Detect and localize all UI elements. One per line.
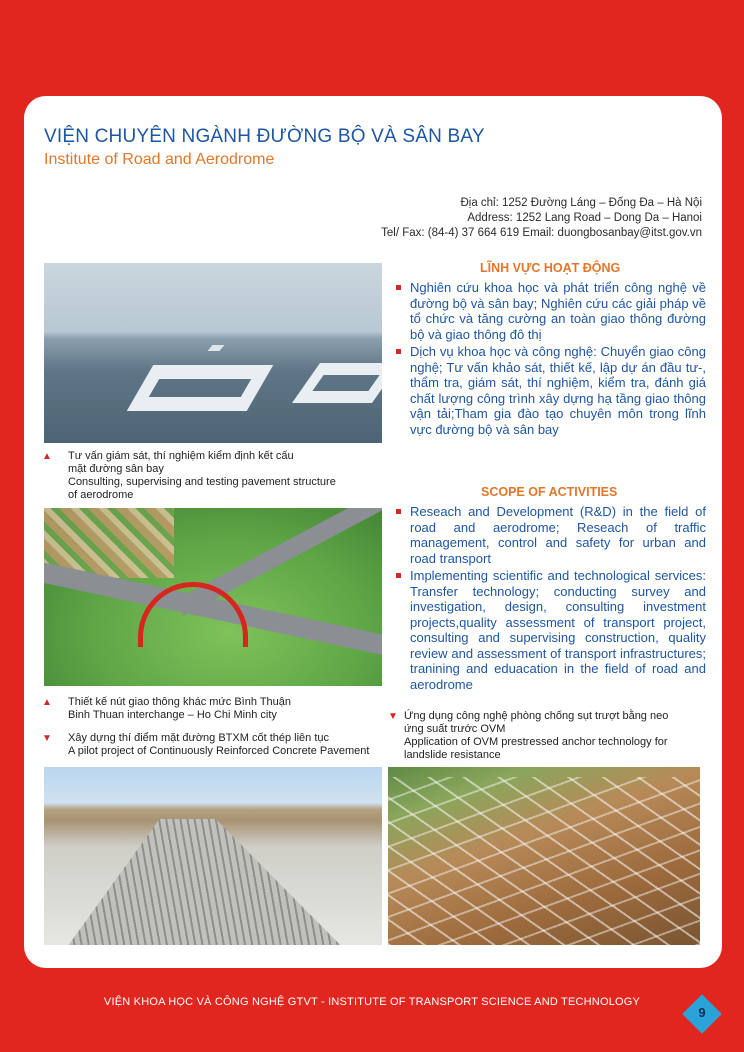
runway-caption: Tư vấn giám sát, thí nghiệm kiểm định kết cấu mặt đường sân bay Consulting, supervising and testing pavement structure of aerodrome	[68, 450, 336, 501]
tel-email: Tel/ Fax: (84-4) 37 664 619 Email: duongbosanbay@itst.gov.vn	[381, 227, 702, 239]
triangle-up-icon: ▲	[42, 697, 52, 708]
runway-photo	[44, 263, 382, 443]
page-subtitle: Institute of Road and Aerodrome	[44, 151, 275, 168]
list-item: Dịch vụ khoa học và công nghệ: Chuyển giao công nghệ; Tư vấn khảo sát, thiết kế, lập dự án đầu tư-, thẩm tra, giám sát, thí nghiệm, kiểm tra, đánh giá chất lượng công trình xây dựng hạ tầng giao thông vận tải;Tham gia đào tạo chuyên môn trong lĩnh vực đường bộ và sân bay	[396, 344, 706, 437]
contact-block	[381, 196, 702, 241]
slope-caption: Ứng dụng công nghệ phòng chống sụt trượt bằng neo ứng suất trước OVM Application of OVM prestressed anchor technology for landslide resistance	[404, 710, 669, 761]
page-number: 9	[698, 1005, 706, 1020]
activities-en-heading: SCOPE OF ACTIVITIES	[481, 485, 618, 499]
triangle-down-icon: ▼	[42, 733, 52, 744]
activities-en-list	[396, 504, 706, 694]
activities-vi-list	[396, 280, 706, 439]
interchange-photo	[44, 508, 382, 686]
address-vi: Địa chỉ: 1252 Đường Láng – Đống Đa – Hà Nội	[460, 197, 702, 209]
list-item: Implementing scientific and technological services: Transfer technology; conducting survey and investigation, design, consulting investment projects,quality assessment of transport project, consulting and supervising construction, quality review and assessment of transport infrastructures; tranining and eduacation in the field of road and aerodrome	[396, 568, 706, 692]
triangle-down-icon: ▼	[388, 711, 398, 722]
list-item: Reseach and Development (R&D) in the field of road and aerodrome; Reseach of traffic management, control and safety for urban and road transport	[396, 504, 706, 566]
landslide-photo	[388, 767, 700, 945]
page-title: VIỆN CHUYÊN NGÀNH ĐƯỜNG BỘ VÀ SÂN BAY	[44, 126, 485, 147]
footer-text: VIỆN KHOA HỌC VÀ CÔNG NGHỆ GTVT - INSTITUTE OF TRANSPORT SCIENCE AND TECHNOLOGY	[103, 996, 641, 1008]
triangle-up-icon: ▲	[42, 451, 52, 462]
interchange-caption: Thiết kế nút giao thông khác mức Bình Thuận Binh Thuan interchange – Ho Chi Minh city	[68, 696, 292, 721]
list-item: Nghiên cứu khoa học và phát triển công nghệ về đường bộ và sân bay; Nghiên cứu các giải pháp về tổ chức và tăng cường an toàn giao thông đường bộ và giao thông đô thị	[396, 280, 706, 342]
activities-vi-heading: LĨNH VỰC HOẠT ĐỘNG	[480, 261, 621, 275]
pavement-photo	[44, 767, 382, 945]
pavement-caption: Xây dựng thí điểm mặt đường BTXM cốt thép liên tục A pilot project of Continuously Reinforced Concrete Pavement	[68, 732, 370, 757]
address-en: Address: 1252 Lang Road – Dong Da – Hanoi	[467, 212, 702, 224]
